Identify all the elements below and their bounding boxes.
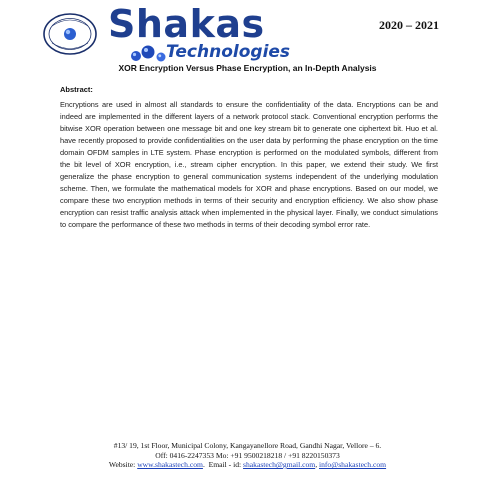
email-link-primary[interactable]: shakastech@gmail.com bbox=[243, 460, 316, 469]
company-seal-logo bbox=[42, 12, 98, 56]
website-link[interactable]: www.shakastech.com bbox=[137, 460, 203, 469]
abstract-text: Encryptions are used in almost all standards to ensure the confidentiality of the data. Encryptions can be and indeed are implemented in the different layers of a network protocol stack. Conventional encryption performs the bitwise XOR operation between one message bit and one key stream bit to generate one ciphertext bit. Huo et al. have recently proposed to provide confidentialities on the user data by performing the phase encryption on the time domain OFDM samples in LTE system. Phase encryption is performed on the modulated symbols, different from the bit level of XOR encryption, i.e., stream cipher encryption. In this paper, we extend their study. We first generalize the phase encryption to general communication systems independent of the underlying modulation scheme. Then, we formulate the mathematical models for XOR and phase encryptions. Based on our model, we compare these two encryption methods in terms of their security and encryption efficiency. We also show phase encryption can resist traffic analysis attack when implemented in the physical layer. Finally, we conduct simulations to compare the performance of these two methods in terms of their decoding symbol error rate. bbox=[60, 100, 438, 229]
email-label: Email - id: bbox=[208, 460, 242, 469]
abstract-heading: Abstract: bbox=[60, 85, 93, 94]
email-link-secondary[interactable]: info@shakastech.com bbox=[318, 460, 387, 469]
brand-subtitle: Technologies bbox=[166, 42, 291, 62]
paper-title: XOR Encryption Versus Phase Encryption, an In-Depth Analysis bbox=[118, 63, 377, 73]
footer-address: #13/ 19, 1st Floor, Municipal Colony, Kangayanellore Road, Gandhi Nagar, Vellore – 6. bbox=[113, 441, 382, 450]
brand-name: Shakas bbox=[108, 2, 265, 46]
academic-year: 2020 – 2021 bbox=[379, 18, 439, 32]
footer-web-email: Website: www.shakastech.com. Email - id: shakastech@gmail.com, info@shakastech.com bbox=[108, 460, 387, 469]
letterhead bbox=[0, 0, 495, 60]
footer-phone: Off: 0416-2247353 Mo: +91 9500218218 / +91 8220150373 bbox=[155, 450, 340, 460]
globe-orbs-icon bbox=[128, 40, 168, 64]
footer-contact bbox=[0, 441, 495, 470]
website-label: Website: bbox=[108, 460, 136, 469]
brand-logo bbox=[108, 2, 291, 62]
